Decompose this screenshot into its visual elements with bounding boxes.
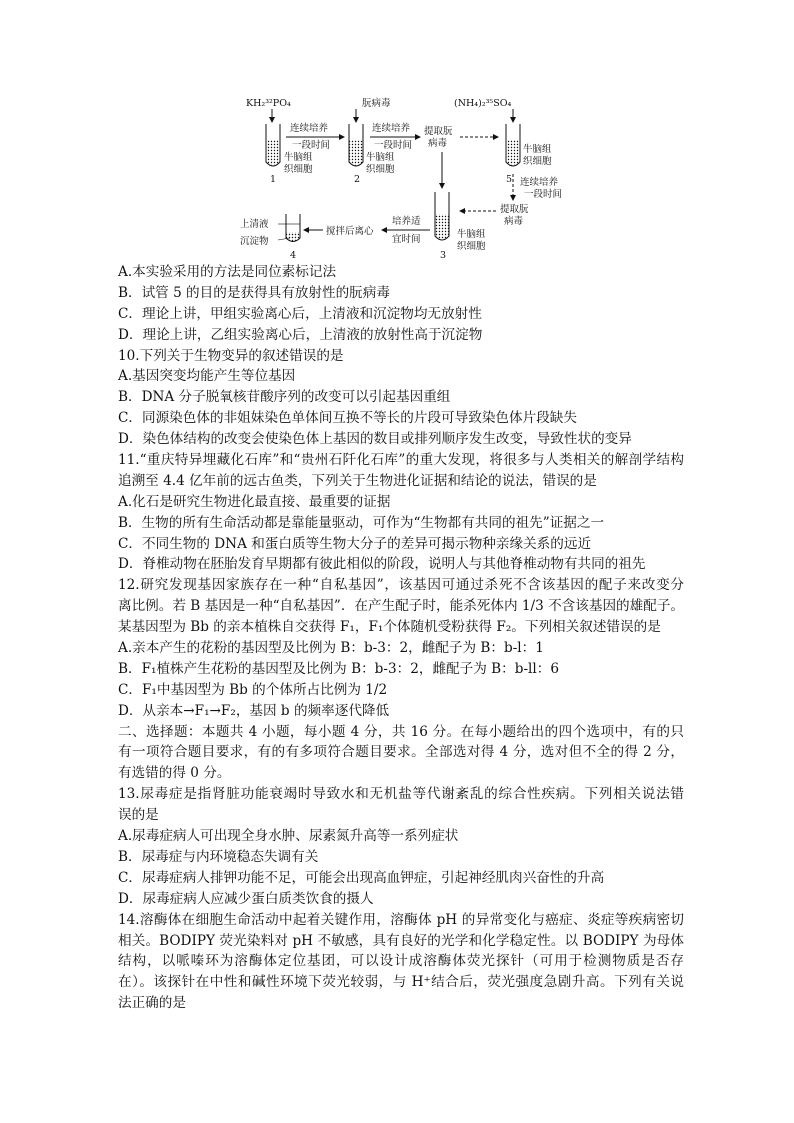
- option-10a: A.基因突变均能产生等位基因: [118, 368, 296, 385]
- question-12-stem-line-2: 离比例。若 B 基因是一种“自私基因”．在产生配子时，能杀死体内 1/3 不含该基因的雄配子。: [118, 598, 685, 615]
- arrow-1-top-label: 连续培养: [290, 123, 329, 134]
- option-10b: B．DNA 分子脱氧核苷酸序列的改变可以引起基因重组: [118, 389, 451, 406]
- arrow-2-top-label: 连续培养: [372, 123, 411, 134]
- test-tube-4: [286, 214, 300, 242]
- option-12b: B．F₁植株产生花粉的基因型及比例为 B：b-3：2，雌配子为 B：b-ll：6: [118, 660, 559, 677]
- extract-b-label-1: 提取朊: [500, 204, 529, 215]
- culture-label-2: 宜时间: [392, 234, 421, 245]
- right-arrow-label-2: 一段时间: [524, 189, 563, 200]
- tube-3-number: 3: [440, 250, 447, 261]
- question-14-stem-line-1: 14.溶酶体在细胞生命活动中起着关键作用，溶酶体 pH 的异常变化与癌症、炎症等疾病密切: [118, 911, 684, 928]
- question-14-stem-line-5: 法正确的是: [118, 995, 186, 1012]
- question-10-stem: 10.下列关于生物变异的叙述错误的是: [118, 347, 344, 364]
- option-11d: D．脊椎动物在胚胎发育早期都有彼此相似的阶段，说明人与其他脊椎动物有共同的祖先: [118, 556, 646, 573]
- tube-1-label-1: 牛脑组: [284, 152, 313, 163]
- option-13a: A.尿毒症病人可出现全身水肿、尿素氮升高等一系列症状: [118, 828, 459, 845]
- option-12c: C．F₁中基因型为 Bb 的个体所占比例为 1/2: [118, 681, 388, 698]
- tube-5-label-2: 织细胞: [523, 156, 552, 167]
- option-13d: D．尿毒症病人应减少蛋白质类饮食的摄人: [118, 890, 374, 907]
- extract-a-label-1: 提取朊: [424, 126, 453, 137]
- question-14-stem-line-2: 相关。BODIPY 荧光染料对 pH 不敏感，具有良好的光学和化学稳定性。以 BODIPY 为母体: [118, 932, 684, 949]
- tube-2-number: 2: [354, 174, 361, 185]
- option-10c: C．同源染色体的非姐妹染色单体间互换不等长的片段可导致染色体片段缺失: [118, 410, 577, 427]
- option-11a: A.化石是研究生物进化最直接、最重要的证据: [118, 493, 391, 510]
- option-13b: B．尿毒症与内环境稳态失调有关: [118, 848, 319, 865]
- question-11-stem-line-1: 11.“重庆特异埋藏化石库”和“贵州石阡化石库”的重大发现，将很多与人类相关的解剖学结构: [118, 452, 684, 469]
- question-12-stem-line-1: 12.研究发现基因家族存在一种“自私基因”，该基因可通过杀死不含该基因的配子来改变分: [118, 577, 684, 594]
- tube-3-label-1: 牛脑组: [457, 229, 486, 240]
- option-13c: C．尿毒症病人排钾功能不足，可能会出现高血钾症，引起神经肌肉兴奋性的升高: [118, 869, 605, 886]
- extract-b-label-2: 病毒: [504, 216, 524, 227]
- test-tube-1: [266, 109, 280, 166]
- supernatant-label: 上清液: [240, 219, 269, 230]
- option-9d: D．理论上讲，乙组实验离心后，上清液的放射性高于沉淀物: [118, 326, 483, 343]
- culture-label-1: 培养适: [392, 216, 421, 227]
- reagent-left-label: KH₂³²PO₄: [246, 98, 291, 109]
- option-12d: D．从亲本→F₁→F₂，基因 b 的频率逐代降低: [118, 702, 390, 719]
- option-12a: A.亲本产生的花粉的基因型及比例为 B：b-3：2，雌配子为 B：b-l：1: [118, 640, 544, 657]
- tube-5-number: 5: [506, 174, 513, 185]
- question-14-stem-line-3: 结构，以哌嗪环为溶酶体定位基团，可以设计成溶酶体荧光探针（可用于检测物质是否存: [118, 953, 684, 970]
- tube-4-number: 4: [290, 250, 297, 261]
- test-tube-2: [349, 109, 363, 166]
- section-2-instructions-line-2: 有一项符合题目要求，有的有多项符合题目要求。全部选对得 4 分，选对但不全的得 2 分，: [118, 744, 684, 761]
- question-14-stem-line-4: 在）。该探针在中性和碱性环境下荧光较弱，与 H⁺结合后，荧光强度急剧升高。下列有关说: [118, 974, 684, 991]
- option-10d: D．染色体结构的改变会使染色体上基因的数目或排列顺序发生改变，导致性状的变异: [118, 431, 632, 448]
- tube-1-label-2: 织细胞: [284, 164, 313, 175]
- option-9c: C．理论上讲，甲组实验离心后，上清液和沉淀物均无放射性: [118, 305, 482, 322]
- arrow-1-bottom-label: 一段时间: [292, 140, 331, 151]
- right-arrow-label-1: 连续培养: [520, 177, 559, 188]
- extract-a-label-2: 病毒: [428, 138, 448, 149]
- tube-5-label-1: 牛脑组: [523, 144, 552, 155]
- question-13-stem-line-1: 13.尿毒症是指肾脏功能衰竭时导致水和无机盐等代谢紊乱的综合性疾病。下列相关说法错: [118, 786, 684, 803]
- tube-1-number: 1: [270, 174, 277, 185]
- option-9a: A.本实验采用的方法是同位素标记法: [118, 264, 337, 280]
- option-9b: B．试管 5 的目的是获得具有放射性的朊病毒: [118, 284, 390, 301]
- test-tube-3: [435, 192, 449, 240]
- section-2-instructions-line-1: 二、选择题：本题共 4 小题，每小题 4 分，共 16 分。在每小题给出的四个选项中，有的只: [118, 723, 684, 740]
- section-2-instructions-line-3: 有选错的得 0 分。: [118, 765, 231, 782]
- question-12-stem-line-3: 某基因型为 Bb 的亲本植株自交获得 F₁，F₁个体随机受粉获得 F₂。下列相关叙述错误的是: [118, 619, 661, 636]
- question-13-stem-line-2: 误的是: [118, 807, 159, 824]
- option-11b: B．生物的所有生命活动都是靠能量驱动，可作为“生物都有共同的祖先”证据之一: [118, 514, 605, 531]
- prion-experiment-diagram: [228, 92, 563, 264]
- question-11-stem-line-2: 追溯至 4.4 亿年前的远古鱼类，下列关于生物进化证据和结论的说法，错误的是: [118, 472, 597, 489]
- tube-2-label-2: 织细胞: [366, 164, 395, 175]
- question-text-block: [118, 262, 684, 1014]
- test-tube-5: [506, 109, 520, 166]
- tube-2-label-1: 牛脑组: [366, 152, 395, 163]
- option-11c: C．不同生物的 DNA 和蛋白质等生物大分子的差异可揭示物种亲缘关系的远近: [118, 535, 592, 552]
- stir-centrifuge-label: 搅拌后离心: [326, 226, 374, 237]
- sediment-label: 沉淀物: [240, 236, 269, 247]
- reagent-prion-label: 朊病毒: [362, 98, 391, 109]
- tube-3-label-2: 织细胞: [457, 241, 486, 252]
- reagent-right-label: (NH₄)₂³⁵SO₄: [454, 98, 512, 109]
- arrow-2-bottom-label: 一段时间: [374, 140, 413, 151]
